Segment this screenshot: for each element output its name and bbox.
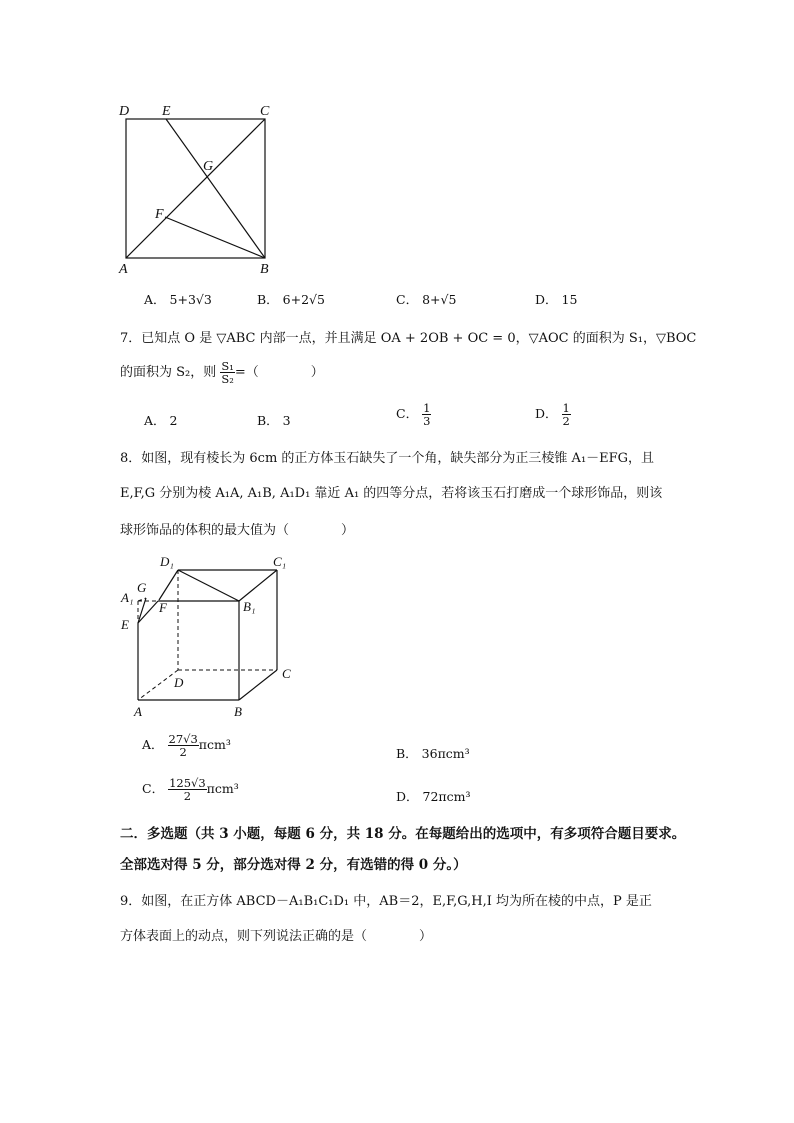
label-G: G [137,580,147,595]
label-B: B [234,704,242,719]
section2-line2: 全部选对得 5 分，部分选对得 2 分，有选错的得 0 分。） [120,857,467,873]
label-B1: B₁ [243,599,256,614]
q8-options [142,730,742,815]
label-C: C [282,666,291,681]
q6-option-c[interactable]: C． 8+√5 [396,292,457,307]
q7-line1: 7．已知点 O 是 ▽ABC 内部一点，并且满足 OA + 2OB + OC = 0，▽AOC 的面积为 S₁，▽BOC [120,331,697,346]
q7-option-c[interactable]: C． $\frac{1}{3}$ [396,401,431,429]
q7-ratio: $\frac{\text{S₁}}{\text{S₂}}$ [221,359,234,387]
label-A: A [119,262,128,277]
q8-option-d[interactable]: D． 72πcm³ [396,789,471,804]
q8-option-c[interactable]: C． $\frac{125√3}{2}$ πcm³ [142,776,239,804]
label-A: A [134,704,142,719]
section2-line1: 二．多选题（共 3 小题，每题 6 分，共 18 分。在每题给出的选项中，有多项符合题目要求。 [120,826,686,842]
q8-line1: 8．如图，现有棱长为 6cm 的正方体玉石缺失了一个角，缺失部分为正三棱锥 A₁－EFG，且 [120,451,655,466]
label-A1: A₁ [121,590,134,605]
cube-figure [116,550,306,722]
label-D: D [174,675,184,690]
q8-line2: E,F,G 分别为棱 A₁A, A₁B, A₁D₁ 靠近 A₁ 的四等分点，若将该玉石打磨成一个球形饰品，则该 [120,486,663,501]
label-E: E [121,617,129,632]
q6-option-d[interactable]: D． 15 [535,292,578,307]
label-D1: D₁ [160,554,174,569]
q6-option-a[interactable]: A． 5+3√3 [144,292,212,307]
q8-line3: 球形饰品的体积的最大值为（ ） [120,523,355,538]
q9-line2: 方体表面上的动点，则下列说法正确的是（ ） [120,929,433,944]
label-F: F [159,600,167,615]
q8-option-b[interactable]: B． 36πcm³ [396,746,470,761]
q8-option-a[interactable]: A． $\frac{27√3}{2}$ πcm³ [142,732,231,760]
label-E: E [162,104,171,119]
q7-line2: 的面积为 S₂，则 $\frac{\text{S₁}}{\text{S₂}}$ =（ ） [120,359,324,387]
square-figure [110,100,290,280]
label-G: G [203,159,214,174]
label-D: D [119,104,130,119]
q7-options [144,402,744,442]
q7-option-d[interactable]: D． $\frac{1}{2}$ [535,401,570,429]
q7-option-a[interactable]: A． 2 [144,413,178,428]
q7-option-b[interactable]: B． 3 [257,413,291,428]
label-C: C [260,104,270,119]
label-B: B [260,262,269,277]
q9-line1: 9．如图，在正方体 ABCD－A₁B₁C₁D₁ 中，AB＝2，E,F,G,H,I 均为所在棱的中点，P 是正 [120,894,652,909]
q6-option-b[interactable]: B． 6+2√5 [257,292,325,307]
label-F: F [155,207,164,222]
label-C1: C₁ [273,554,287,569]
